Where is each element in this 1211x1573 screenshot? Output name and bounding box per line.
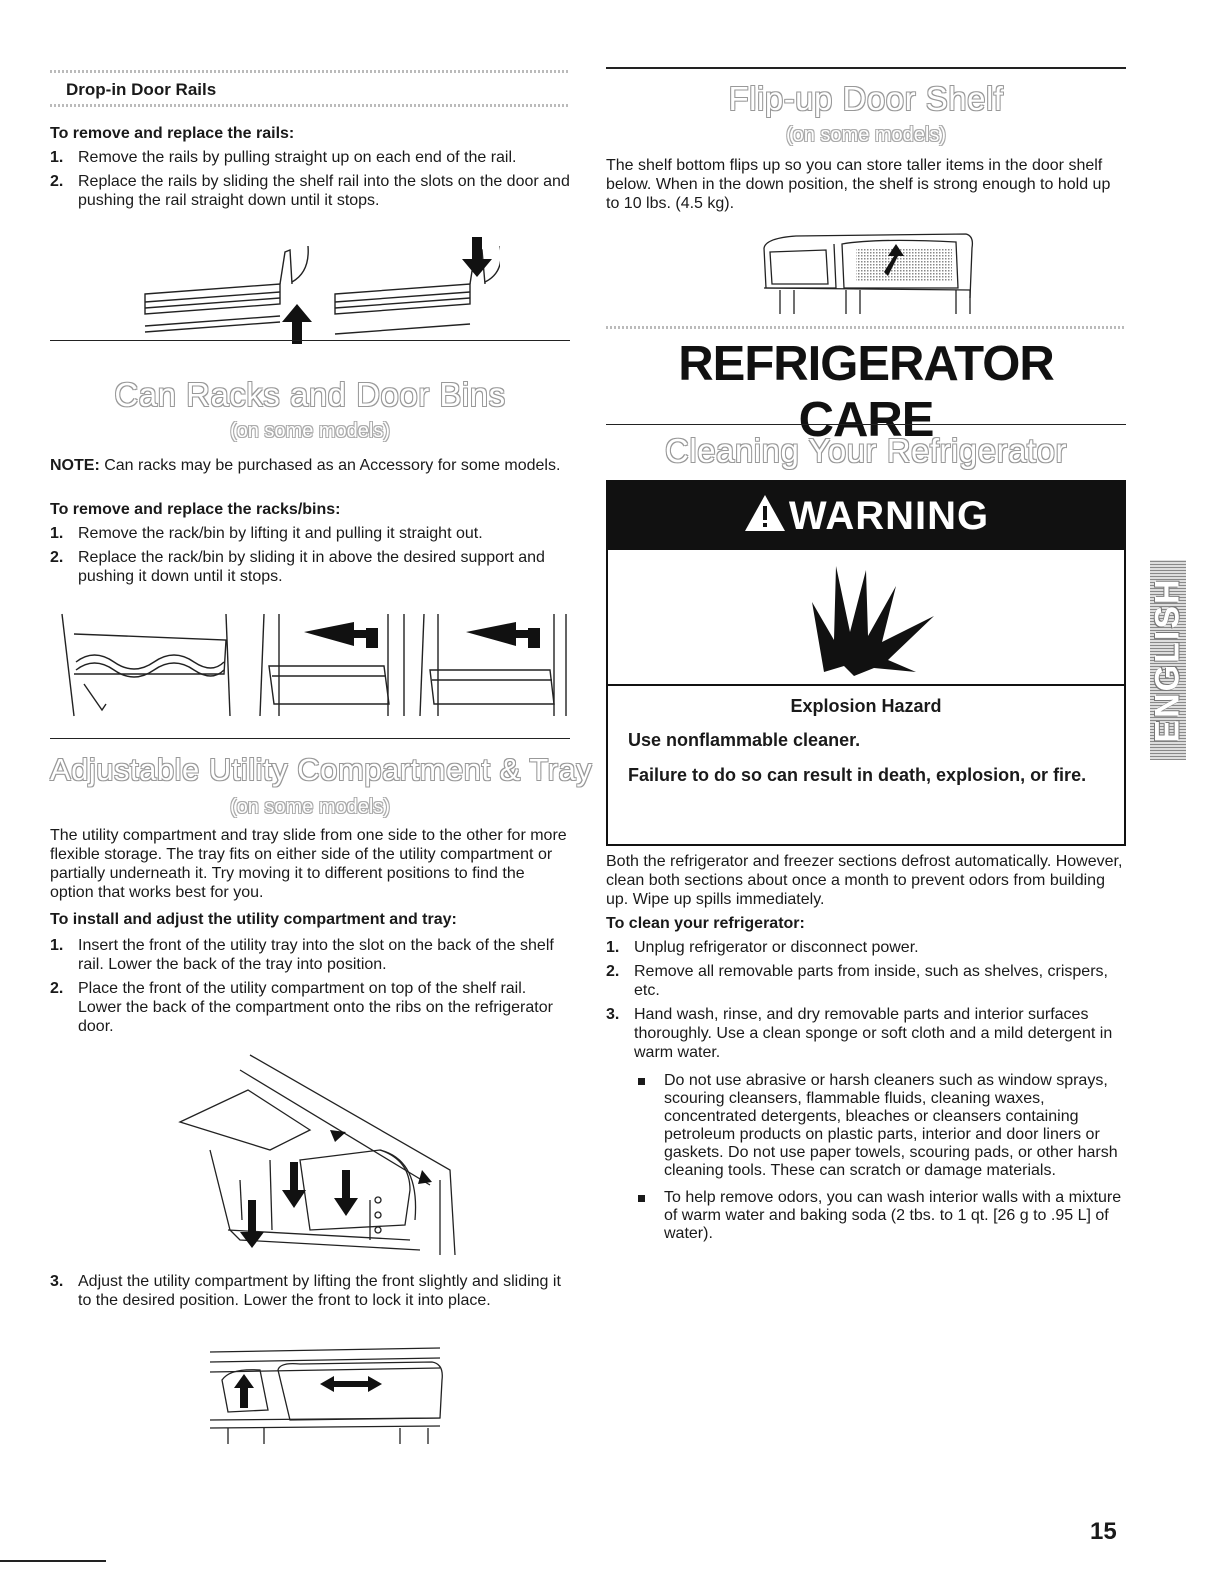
warning-triangle-icon bbox=[743, 486, 787, 554]
warning-line-1: Use nonflammable cleaner. bbox=[628, 730, 861, 750]
cleaning-bullets bbox=[634, 1072, 1126, 1252]
list-item: 2. Replace the rails by sliding the shelf rail into the slots on the door and pushing the rail straight down until it stops. bbox=[50, 173, 570, 209]
cleaning-title: Cleaning Your Refrigerator bbox=[665, 432, 1067, 469]
flip-up-title: Flip-up Door Shelf bbox=[728, 80, 1004, 117]
drop-in-subhead: To remove and replace the rails: bbox=[50, 125, 295, 142]
flip-up-subtitle: (on some models) bbox=[785, 124, 947, 146]
can-racks-subtitle: (on some models) bbox=[229, 420, 391, 442]
racks-bins-illustration bbox=[54, 604, 570, 720]
footer-rule bbox=[0, 1560, 106, 1562]
list-item: 1. Remove the rails by pulling straight up on each end of the rail. bbox=[50, 149, 517, 166]
can-racks-note: NOTE: Can racks may be purchased as an Accessory for some models. bbox=[50, 457, 561, 474]
top-dotted-rule bbox=[50, 70, 570, 73]
cleaning-subhead: To clean your refrigerator: bbox=[606, 915, 805, 932]
page-number: 15 bbox=[1090, 1518, 1117, 1545]
cleaning-intro: Both the refrigerator and freezer sections defrost automatically. However, clean both sections about once a month to prevent odors from building up. Wipe up spills immediately. bbox=[606, 853, 1123, 908]
list-item: 3. Hand wash, rinse, and dry removable parts and interior surfaces thoroughly. Use a clean sponge or soft cloth and a mild detergent in warm water. bbox=[606, 1006, 1113, 1061]
list-item: 3. Adjust the utility compartment by lifting the front slightly and sliding it to the desired position. Lower the front to lock it into place. bbox=[50, 1273, 561, 1309]
list-item: 2. Place the front of the utility compartment on top of the shelf rail. Lower the back of the compartment onto the ribs on the refrigerator door. bbox=[50, 980, 553, 1035]
list-item: 1. Unplug refrigerator or disconnect power. bbox=[606, 939, 919, 956]
list-item: 1. Insert the front of the utility tray into the slot on the back of the shelf rail. Lower the back of the tray into position. bbox=[50, 937, 554, 973]
utility-subtitle: (on some models) bbox=[229, 796, 391, 818]
explosion-icon bbox=[784, 556, 944, 676]
refrigerator-care-heading: REFRIGERATOR CARE bbox=[678, 337, 1054, 447]
dotted-rule bbox=[606, 326, 1126, 329]
language-side-tab: ENGLISH bbox=[1150, 560, 1186, 760]
utility-steps bbox=[50, 936, 570, 1041]
drop-in-steps bbox=[50, 148, 570, 215]
door-rails-illustration bbox=[140, 232, 500, 344]
top-rule bbox=[606, 67, 1126, 69]
warning-hazard: Explosion Hazard bbox=[790, 696, 942, 716]
list-item: 2. Replace the rack/bin by sliding it in above the desired support and pushing it down until it stops. bbox=[50, 549, 545, 585]
list-item: To help remove odors, you can wash interior walls with a mixture of warm water and baking soda (2 tbs. to 1 qt. [26 g to .95 L] of water). bbox=[634, 1189, 1126, 1243]
utility-compartment-illustration bbox=[170, 1050, 490, 1260]
drop-in-dotted-rule bbox=[50, 104, 570, 107]
warning-divider bbox=[608, 684, 1124, 686]
section-rule bbox=[50, 738, 570, 739]
flip-up-shelf-illustration bbox=[756, 228, 976, 318]
section-rule bbox=[606, 424, 1126, 425]
utility-subhead: To install and adjust the utility compartment and tray: bbox=[50, 911, 457, 928]
drop-in-title: Drop-in Door Rails bbox=[66, 80, 217, 99]
list-item: 2. Remove all removable parts from inside, such as shelves, crispers, etc. bbox=[606, 963, 1108, 999]
list-item: Do not use abrasive or harsh cleaners such as window sprays, scouring cleansers, flammable fluids, cleaning waxes, concentrated detergents, bleaches or cleansers containing petroleum products on plastic parts, interior and door liners or gaskets. Do not use paper towels, scouring pads, or other harsh cleaning tools. These can scratch or damage materials. bbox=[634, 1072, 1126, 1180]
utility-intro: The utility compartment and tray slide from one side to the other for more flexible storage. The tray fits on either side of the utility compartment or partially underneath it. Try moving it to different positions to find the option that works best for you. bbox=[50, 827, 567, 901]
adjust-compartment-illustration bbox=[200, 1340, 460, 1446]
utility-step-3 bbox=[50, 1272, 570, 1315]
list-item: 1. Remove the rack/bin by lifting it and pulling it straight out. bbox=[50, 525, 483, 542]
warning-line-2: Failure to do so can result in death, explosion, or fire. bbox=[628, 765, 1087, 785]
cleaning-steps bbox=[606, 938, 1126, 1067]
flip-up-text: The shelf bottom flips up so you can store taller items in the door shelf below. When in the down position, the shelf is strong enough to hold up to 10 lbs. (4.5 kg). bbox=[606, 157, 1111, 212]
section-rule bbox=[50, 340, 570, 341]
can-racks-subhead: To remove and replace the racks/bins: bbox=[50, 501, 341, 518]
can-racks-steps bbox=[50, 524, 570, 591]
warning-banner: WARNING bbox=[608, 482, 1124, 550]
can-racks-title: Can Racks and Door Bins bbox=[114, 376, 506, 413]
utility-title: Adjustable Utility Compartment & Tray bbox=[50, 752, 593, 787]
warning-box bbox=[606, 480, 1126, 846]
